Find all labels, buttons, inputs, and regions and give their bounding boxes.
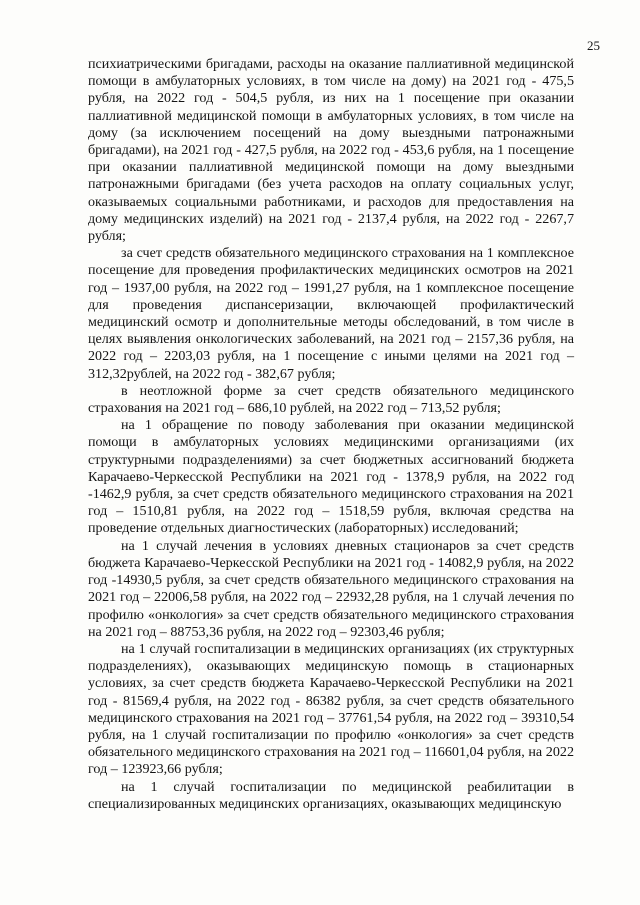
- document-body: [88, 56, 574, 813]
- paragraph-day-hospital: на 1 случай лечения в условиях дневных стационаров за счет средств бюджета Карачаево-Черкесской Республики на 2021 год - 14082,9 рубля, на 2022 год -14930,5 рубля, за счет средств обязательного медицинского страхования на 2021 год – 22006,58 рубля, на 2022 год – 22932,28 рубля, на 1 случай лечения по профилю «онкология» за счет средств обязательного медицинского страхования на 2021 год – 88753,36 рубля, на 2022 год – 92303,46 рубля;: [88, 537, 574, 640]
- page-number: 25: [587, 38, 600, 53]
- paragraph-urgent-care: в неотложной форме за счет средств обязательного медицинского страхования на 2021 год – 686,10 рублей, на 2022 год – 713,52 рубля;: [88, 382, 574, 417]
- paragraph-hospitalization: на 1 случай госпитализации в медицинских организациях (их структурных подразделениях), оказывающих медицинскую помощь в стационарных условиях, за счет средств бюджета Карачаево-Черкесской Республики на 2021 год - 81569,4 рубля, на 2022 год - 86382 рубля, за счет средств обязательного медицинского страхования на 2021 год – 37761,54 рубля, на 2022 год – 39310,54 рубля, на 1 случай госпитализации по профилю «онкология» за счет средств обязательного медицинского страхования на 2021 год – 116601,04 рубля, на 2022 год – 123923,66 рубля;: [88, 640, 574, 778]
- paragraph-outpatient-appeal: на 1 обращение по поводу заболевания при оказании медицинской помощи в амбулаторных условиях медицинскими организациями (их структурными подразделениями) за счет бюджетных ассигнований бюджета Карачаево-Черкесской Республики на 2021 год - 1378,9 рубля, на 2022 год -1462,9 рубля, за счет средств обязательного медицинского страхования на 2021 год – 1510,81 рубля, на 2022 год – 1518,59 рубля, включая средства на проведение отдельных диагностических (лабораторных) исследований;: [88, 417, 574, 537]
- paragraph-oms-preventive-visits: за счет средств обязательного медицинского страхования на 1 комплексное посещение для проведения профилактических медицинских осмотров на 2021 год – 1937,00 рубля, на 2022 год – 1991,27 рубля, на 1 комплексное посещение для проведения диспансеризации, включающей профилактический медицинский осмотр и дополнительные методы обследований, в том числе в целях выявления онкологических заболеваний, на 2021 год – 2157,36 рубля, на 2022 год – 2203,03 рубля, на 1 посещение с иными целями на 2021 год – 312,32рублей, на 2022 год - 382,67 рубля;: [88, 245, 574, 382]
- paragraph-palliative-care: психиатрическими бригадами, расходы на оказание паллиативной медицинской помощи в амбулаторных условиях, в том числе на дому) на 2021 год - 475,5 рубля, на 2022 год - 504,5 рубля, из них на 1 посещение при оказании паллиативной медицинской помощи в амбулаторных условиях, в том числе на дому (за исключением посещений на дому выездными патронажными бригадами), на 2021 год - 427,5 рубля, на 2022 год - 453,6 рубля, на 1 посещение при оказании паллиативной медицинской помощи на дому выездными патронажными бригадами (без учета расходов на оплату социальных услуг, оказываемых социальными работниками, и расходов для предоставления на дому медицинских изделий) на 2021 год - 2137,4 рубля, на 2022 год - 2267,7 рубля;: [88, 56, 574, 245]
- paragraph-rehabilitation: на 1 случай госпитализации по медицинской реабилитации в специализированных медицинских организациях, оказывающих медицинскую: [88, 778, 574, 812]
